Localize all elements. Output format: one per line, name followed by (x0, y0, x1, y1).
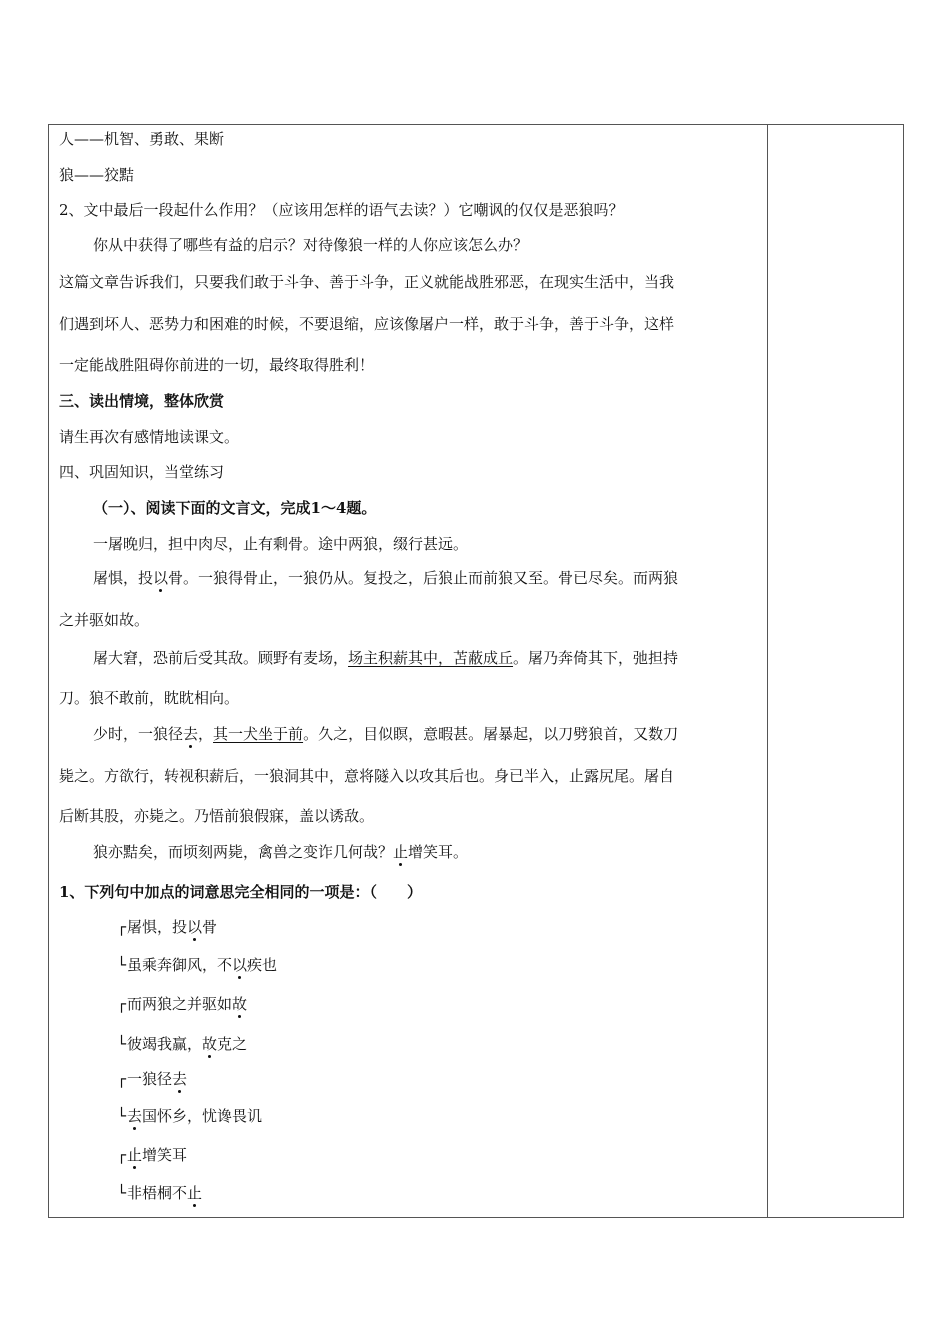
option-line: └彼竭我赢，故克之 (117, 1035, 248, 1053)
dotted-word: 以 (187, 918, 203, 936)
brace-top-icon: ┌ (117, 1070, 127, 1088)
dotted-word: 故 (232, 995, 248, 1013)
option-line: └非梧桐不止 (117, 1184, 203, 1202)
option-line: └去国怀乡，忧谗畏讥 (117, 1107, 263, 1125)
text-line: 你从中获得了哪些有益的启示？对待像狼一样的人你应该怎么办？ (93, 236, 529, 254)
question-2: 2、文中最后一段起什么作用？（应该用怎样的语气去读？）它嘲讽的仅仅是恶狼吗？ (59, 201, 624, 219)
column-divider (767, 125, 768, 1217)
passage-line: 后断其股，亦毙之。乃悟前狼假寐，盖以诱敌。 (59, 807, 375, 825)
dotted-word: 止 (127, 1146, 143, 1164)
brace-bottom-icon: └ (117, 1184, 127, 1202)
dotted-word: 止 (393, 843, 409, 861)
brace-bottom-icon: └ (117, 1107, 127, 1125)
option-line: ┌屠惧，投以骨 (117, 918, 218, 936)
brace-top-icon: ┌ (117, 995, 127, 1013)
dotted-word: 故 (202, 1035, 218, 1053)
brace-bottom-icon: └ (117, 1035, 127, 1053)
text-line: 狼——狡黠 (59, 166, 135, 184)
option-line: └虽乘奔御风，不以疾也 (117, 956, 278, 974)
dotted-word: 以 (153, 569, 169, 587)
brace-top-icon: ┌ (117, 918, 127, 936)
option-line: ┌止增笑耳 (117, 1146, 188, 1164)
dotted-word: 去 (127, 1107, 143, 1125)
underlined-phrase: 其一犬坐于前 (213, 725, 304, 743)
passage-line: 一屠晚归，担中肉尽，止有剩骨。途中两狼，缀行甚远。 (93, 535, 469, 553)
text-line: 请生再次有感情地读课文。 (59, 428, 240, 446)
text-line: 们遇到坏人、恶势力和困难的时候，不要退缩，应该像屠户一样，敢于斗争，善于斗争，这样 (59, 315, 675, 333)
text-line: 这篇文章告诉我们，只要我们敢于斗争、善于斗争，正义就能战胜邪恶，在现实生活中，当我 (59, 273, 675, 291)
dotted-word: 止 (187, 1184, 203, 1202)
passage-line: 刀。狼不敢前，眈眈相向。 (59, 689, 240, 707)
passage-line: 屠大窘，恐前后受其敌。顾野有麦场，场主积薪其中，苫蔽成丘。屠乃奔倚其下，弛担持 (93, 649, 679, 667)
lesson-table (48, 124, 904, 1218)
section-heading-3: 三、读出情境，整体欣赏 (59, 392, 225, 410)
section-heading-4: 四、巩固知识，当堂练习 (59, 463, 225, 481)
passage-line: 少时，一狼径去，其一犬坐于前。久之，目似瞑，意暇甚。屠暴起，以刀劈狼首，又数刀 (93, 725, 679, 743)
text-line: 人——机智、勇敢、果断 (59, 130, 225, 148)
brace-bottom-icon: └ (117, 956, 127, 974)
dotted-word: 去 (183, 725, 199, 743)
passage-line: 之并驱如故。 (59, 611, 150, 629)
option-line: ┌而两狼之并驱如故 (117, 995, 248, 1013)
exercise-heading: （一）、阅读下面的文言文，完成1～4题。 (93, 499, 377, 517)
passage-line: 毙之。方欲行，转视积薪后，一狼洞其中，意将隧入以攻其后也。身已半入，止露尻尾。屠自 (59, 767, 675, 785)
text-line: 一定能战胜阻碍你前进的一切，最终取得胜利！ (59, 356, 375, 374)
passage-line: 狼亦黠矣，而顷刻两毙，禽兽之变诈几何哉？止增笑耳。 (93, 843, 469, 861)
option-line: ┌一狼径去 (117, 1070, 188, 1088)
passage-line: 屠惧，投以骨。一狼得骨止，一狼仍从。复投之，后狼止而前狼又至。骨已尽矣。而两狼 (93, 569, 679, 587)
underlined-phrase: 场主积薪其中，苫蔽成丘 (348, 649, 514, 667)
brace-top-icon: ┌ (117, 1146, 127, 1164)
question-1: 1、下列句中加点的词意思完全相同的一项是：（ ） (59, 883, 422, 901)
dotted-word: 以 (232, 956, 248, 974)
dotted-word: 去 (172, 1070, 188, 1088)
